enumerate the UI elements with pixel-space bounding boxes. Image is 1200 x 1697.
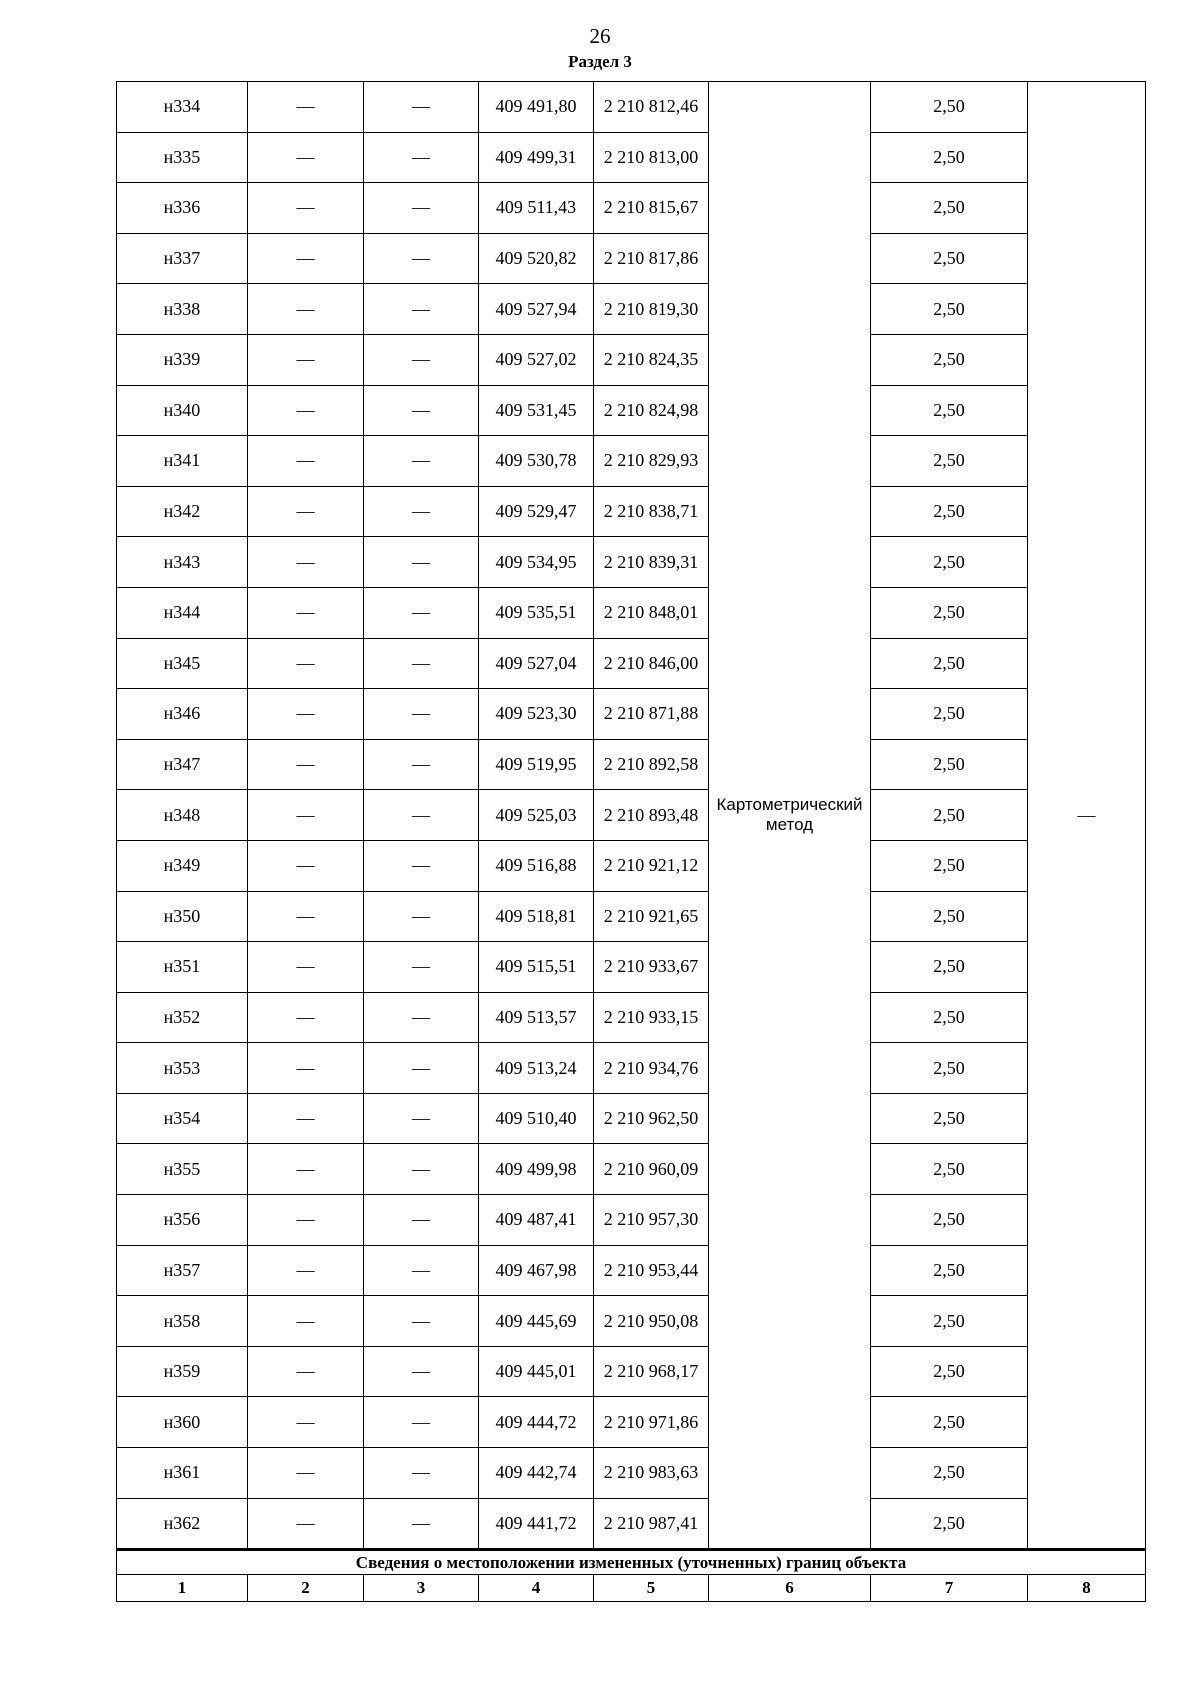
precision-cell: 2,50 <box>871 1296 1028 1347</box>
table-row <box>117 1448 1146 1499</box>
precision-cell: 2,50 <box>871 790 1028 841</box>
x-coordinate-cell: 409 518,81 <box>479 891 594 942</box>
y-coordinate-cell: 2 210 839,31 <box>594 537 709 588</box>
precision-cell: 2,50 <box>871 537 1028 588</box>
column-number: 5 <box>594 1575 709 1602</box>
column-2-cell: — <box>248 992 364 1043</box>
y-coordinate-cell: 2 210 812,46 <box>594 82 709 133</box>
x-coordinate-cell: 409 442,74 <box>479 1448 594 1499</box>
table-body <box>117 82 1146 1602</box>
y-coordinate-cell: 2 210 892,58 <box>594 739 709 790</box>
point-name-cell: н339 <box>117 334 248 385</box>
precision-cell: 2,50 <box>871 1195 1028 1246</box>
table-row <box>117 385 1146 436</box>
point-name-cell: н335 <box>117 132 248 183</box>
table-row <box>117 587 1146 638</box>
precision-cell: 2,50 <box>871 891 1028 942</box>
column-3-cell: — <box>364 284 479 335</box>
precision-cell: 2,50 <box>871 1448 1028 1499</box>
caption-row <box>117 1550 1146 1575</box>
column-3-cell: — <box>364 1245 479 1296</box>
column-3-cell: — <box>364 1093 479 1144</box>
column-2-cell: — <box>248 1043 364 1094</box>
column-2-cell: — <box>248 486 364 537</box>
column-2-cell: — <box>248 689 364 740</box>
column-3-cell: — <box>364 891 479 942</box>
column-3-cell: — <box>364 132 479 183</box>
y-coordinate-cell: 2 210 934,76 <box>594 1043 709 1094</box>
precision-cell: 2,50 <box>871 334 1028 385</box>
y-coordinate-cell: 2 210 838,71 <box>594 486 709 537</box>
y-coordinate-cell: 2 210 933,67 <box>594 942 709 993</box>
table-row <box>117 840 1146 891</box>
x-coordinate-cell: 409 467,98 <box>479 1245 594 1296</box>
point-name-cell: н352 <box>117 992 248 1043</box>
point-name-cell: н356 <box>117 1195 248 1246</box>
table-caption: Сведения о местоположении измененных (уточненных) границ объекта <box>117 1550 1146 1575</box>
column-3-cell: — <box>364 689 479 740</box>
y-coordinate-cell: 2 210 893,48 <box>594 790 709 841</box>
x-coordinate-cell: 409 527,04 <box>479 638 594 689</box>
point-name-cell: н340 <box>117 385 248 436</box>
x-coordinate-cell: 409 527,94 <box>479 284 594 335</box>
y-coordinate-cell: 2 210 871,88 <box>594 689 709 740</box>
point-name-cell: н362 <box>117 1498 248 1550</box>
x-coordinate-cell: 409 511,43 <box>479 183 594 234</box>
column-2-cell: — <box>248 1346 364 1397</box>
x-coordinate-cell: 409 445,01 <box>479 1346 594 1397</box>
point-name-cell: н342 <box>117 486 248 537</box>
point-name-cell: н358 <box>117 1296 248 1347</box>
column-number: 6 <box>709 1575 871 1602</box>
table-row <box>117 284 1146 335</box>
column-3-cell: — <box>364 436 479 487</box>
table-row <box>117 1397 1146 1448</box>
column-8-cell: — <box>1028 82 1146 1550</box>
y-coordinate-cell: 2 210 921,12 <box>594 840 709 891</box>
table-row <box>117 132 1146 183</box>
y-coordinate-cell: 2 210 813,00 <box>594 132 709 183</box>
column-3-cell: — <box>364 840 479 891</box>
table-row <box>117 638 1146 689</box>
coordinates-table <box>116 81 1146 1602</box>
column-2-cell: — <box>248 1144 364 1195</box>
column-3-cell: — <box>364 1144 479 1195</box>
y-coordinate-cell: 2 210 953,44 <box>594 1245 709 1296</box>
precision-cell: 2,50 <box>871 840 1028 891</box>
column-number: 2 <box>248 1575 364 1602</box>
column-3-cell: — <box>364 1498 479 1550</box>
x-coordinate-cell: 409 519,95 <box>479 739 594 790</box>
x-coordinate-cell: 409 487,41 <box>479 1195 594 1246</box>
column-3-cell: — <box>364 385 479 436</box>
y-coordinate-cell: 2 210 933,15 <box>594 992 709 1043</box>
column-3-cell: — <box>364 233 479 284</box>
column-2-cell: — <box>248 1498 364 1550</box>
point-name-cell: н343 <box>117 537 248 588</box>
point-name-cell: н341 <box>117 436 248 487</box>
table-row <box>117 436 1146 487</box>
column-3-cell: — <box>364 790 479 841</box>
column-number: 7 <box>871 1575 1028 1602</box>
column-number: 8 <box>1028 1575 1146 1602</box>
column-2-cell: — <box>248 1245 364 1296</box>
precision-cell: 2,50 <box>871 436 1028 487</box>
point-name-cell: н360 <box>117 1397 248 1448</box>
point-name-cell: н348 <box>117 790 248 841</box>
x-coordinate-cell: 409 529,47 <box>479 486 594 537</box>
column-number: 4 <box>479 1575 594 1602</box>
x-coordinate-cell: 409 530,78 <box>479 436 594 487</box>
column-2-cell: — <box>248 183 364 234</box>
column-3-cell: — <box>364 1448 479 1499</box>
y-coordinate-cell: 2 210 921,65 <box>594 891 709 942</box>
column-2-cell: — <box>248 1448 364 1499</box>
column-number: 1 <box>117 1575 248 1602</box>
column-2-cell: — <box>248 436 364 487</box>
column-numbers-row <box>117 1575 1146 1602</box>
table-row <box>117 537 1146 588</box>
column-2-cell: — <box>248 739 364 790</box>
column-2-cell: — <box>248 132 364 183</box>
precision-cell: 2,50 <box>871 1043 1028 1094</box>
x-coordinate-cell: 409 516,88 <box>479 840 594 891</box>
point-name-cell: н361 <box>117 1448 248 1499</box>
section-title: Раздел 3 <box>568 52 632 71</box>
column-3-cell: — <box>364 1195 479 1246</box>
x-coordinate-cell: 409 499,98 <box>479 1144 594 1195</box>
column-3-cell: — <box>364 82 479 133</box>
column-2-cell: — <box>248 334 364 385</box>
point-name-cell: н334 <box>117 82 248 133</box>
table-row <box>117 1093 1146 1144</box>
point-name-cell: н355 <box>117 1144 248 1195</box>
y-coordinate-cell: 2 210 968,17 <box>594 1346 709 1397</box>
method-cell: Картометрический метод <box>709 82 871 1550</box>
table-row <box>117 1195 1146 1246</box>
point-name-cell: н347 <box>117 739 248 790</box>
column-2-cell: — <box>248 537 364 588</box>
table-row <box>117 992 1146 1043</box>
x-coordinate-cell: 409 525,03 <box>479 790 594 841</box>
x-coordinate-cell: 409 534,95 <box>479 537 594 588</box>
column-3-cell: — <box>364 334 479 385</box>
precision-cell: 2,50 <box>871 1498 1028 1550</box>
column-number: 3 <box>364 1575 479 1602</box>
column-3-cell: — <box>364 1296 479 1347</box>
column-3-cell: — <box>364 1346 479 1397</box>
point-name-cell: н346 <box>117 689 248 740</box>
y-coordinate-cell: 2 210 824,35 <box>594 334 709 385</box>
x-coordinate-cell: 409 491,80 <box>479 82 594 133</box>
table-row <box>117 233 1146 284</box>
point-name-cell: н359 <box>117 1346 248 1397</box>
column-2-cell: — <box>248 638 364 689</box>
y-coordinate-cell: 2 210 815,67 <box>594 183 709 234</box>
point-name-cell: н353 <box>117 1043 248 1094</box>
precision-cell: 2,50 <box>871 992 1028 1043</box>
x-coordinate-cell: 409 445,69 <box>479 1296 594 1347</box>
column-3-cell: — <box>364 587 479 638</box>
point-name-cell: н349 <box>117 840 248 891</box>
table-row <box>117 1346 1146 1397</box>
point-name-cell: н338 <box>117 284 248 335</box>
column-2-cell: — <box>248 1296 364 1347</box>
x-coordinate-cell: 409 444,72 <box>479 1397 594 1448</box>
y-coordinate-cell: 2 210 824,98 <box>594 385 709 436</box>
y-coordinate-cell: 2 210 819,30 <box>594 284 709 335</box>
x-coordinate-cell: 409 523,30 <box>479 689 594 740</box>
precision-cell: 2,50 <box>871 132 1028 183</box>
column-2-cell: — <box>248 840 364 891</box>
column-2-cell: — <box>248 942 364 993</box>
x-coordinate-cell: 409 513,24 <box>479 1043 594 1094</box>
precision-cell: 2,50 <box>871 689 1028 740</box>
precision-cell: 2,50 <box>871 942 1028 993</box>
table-row <box>117 689 1146 740</box>
precision-cell: 2,50 <box>871 1397 1028 1448</box>
page-number: 26 <box>589 24 611 48</box>
column-2-cell: — <box>248 1093 364 1144</box>
point-name-cell: н336 <box>117 183 248 234</box>
table-row <box>117 334 1146 385</box>
point-name-cell: н337 <box>117 233 248 284</box>
precision-cell: 2,50 <box>871 739 1028 790</box>
column-3-cell: — <box>364 1397 479 1448</box>
table-row <box>117 1498 1146 1550</box>
precision-cell: 2,50 <box>871 385 1028 436</box>
table-row <box>117 790 1146 841</box>
table-row <box>117 1245 1146 1296</box>
table-row <box>117 942 1146 993</box>
point-name-cell: н354 <box>117 1093 248 1144</box>
point-name-cell: н350 <box>117 891 248 942</box>
table-row <box>117 486 1146 537</box>
table-row <box>117 891 1146 942</box>
column-3-cell: — <box>364 486 479 537</box>
y-coordinate-cell: 2 210 962,50 <box>594 1093 709 1144</box>
x-coordinate-cell: 409 520,82 <box>479 233 594 284</box>
precision-cell: 2,50 <box>871 284 1028 335</box>
column-2-cell: — <box>248 233 364 284</box>
y-coordinate-cell: 2 210 817,86 <box>594 233 709 284</box>
x-coordinate-cell: 409 510,40 <box>479 1093 594 1144</box>
y-coordinate-cell: 2 210 829,93 <box>594 436 709 487</box>
precision-cell: 2,50 <box>871 1245 1028 1296</box>
column-2-cell: — <box>248 284 364 335</box>
precision-cell: 2,50 <box>871 233 1028 284</box>
column-2-cell: — <box>248 587 364 638</box>
x-coordinate-cell: 409 527,02 <box>479 334 594 385</box>
y-coordinate-cell: 2 210 950,08 <box>594 1296 709 1347</box>
x-coordinate-cell: 409 531,45 <box>479 385 594 436</box>
table-row <box>117 739 1146 790</box>
point-name-cell: н351 <box>117 942 248 993</box>
point-name-cell: н357 <box>117 1245 248 1296</box>
x-coordinate-cell: 409 515,51 <box>479 942 594 993</box>
column-3-cell: — <box>364 537 479 588</box>
column-2-cell: — <box>248 790 364 841</box>
table-row <box>117 183 1146 234</box>
column-3-cell: — <box>364 638 479 689</box>
precision-cell: 2,50 <box>871 183 1028 234</box>
precision-cell: 2,50 <box>871 1093 1028 1144</box>
precision-cell: 2,50 <box>871 638 1028 689</box>
y-coordinate-cell: 2 210 848,01 <box>594 587 709 638</box>
x-coordinate-cell: 409 499,31 <box>479 132 594 183</box>
column-2-cell: — <box>248 1195 364 1246</box>
x-coordinate-cell: 409 535,51 <box>479 587 594 638</box>
column-3-cell: — <box>364 942 479 993</box>
column-3-cell: — <box>364 739 479 790</box>
point-name-cell: н344 <box>117 587 248 638</box>
precision-cell: 2,50 <box>871 587 1028 638</box>
y-coordinate-cell: 2 210 971,86 <box>594 1397 709 1448</box>
precision-cell: 2,50 <box>871 82 1028 133</box>
y-coordinate-cell: 2 210 957,30 <box>594 1195 709 1246</box>
column-3-cell: — <box>364 183 479 234</box>
table-row <box>117 1296 1146 1347</box>
point-name-cell: н345 <box>117 638 248 689</box>
column-2-cell: — <box>248 385 364 436</box>
column-2-cell: — <box>248 82 364 133</box>
y-coordinate-cell: 2 210 960,09 <box>594 1144 709 1195</box>
table-row <box>117 1043 1146 1094</box>
precision-cell: 2,50 <box>871 1144 1028 1195</box>
column-3-cell: — <box>364 992 479 1043</box>
column-2-cell: — <box>248 1397 364 1448</box>
y-coordinate-cell: 2 210 983,63 <box>594 1448 709 1499</box>
table-row <box>117 1144 1146 1195</box>
precision-cell: 2,50 <box>871 1346 1028 1397</box>
column-2-cell: — <box>248 891 364 942</box>
x-coordinate-cell: 409 513,57 <box>479 992 594 1043</box>
table-row <box>117 82 1146 133</box>
y-coordinate-cell: 2 210 846,00 <box>594 638 709 689</box>
precision-cell: 2,50 <box>871 486 1028 537</box>
y-coordinate-cell: 2 210 987,41 <box>594 1498 709 1550</box>
column-3-cell: — <box>364 1043 479 1094</box>
x-coordinate-cell: 409 441,72 <box>479 1498 594 1550</box>
